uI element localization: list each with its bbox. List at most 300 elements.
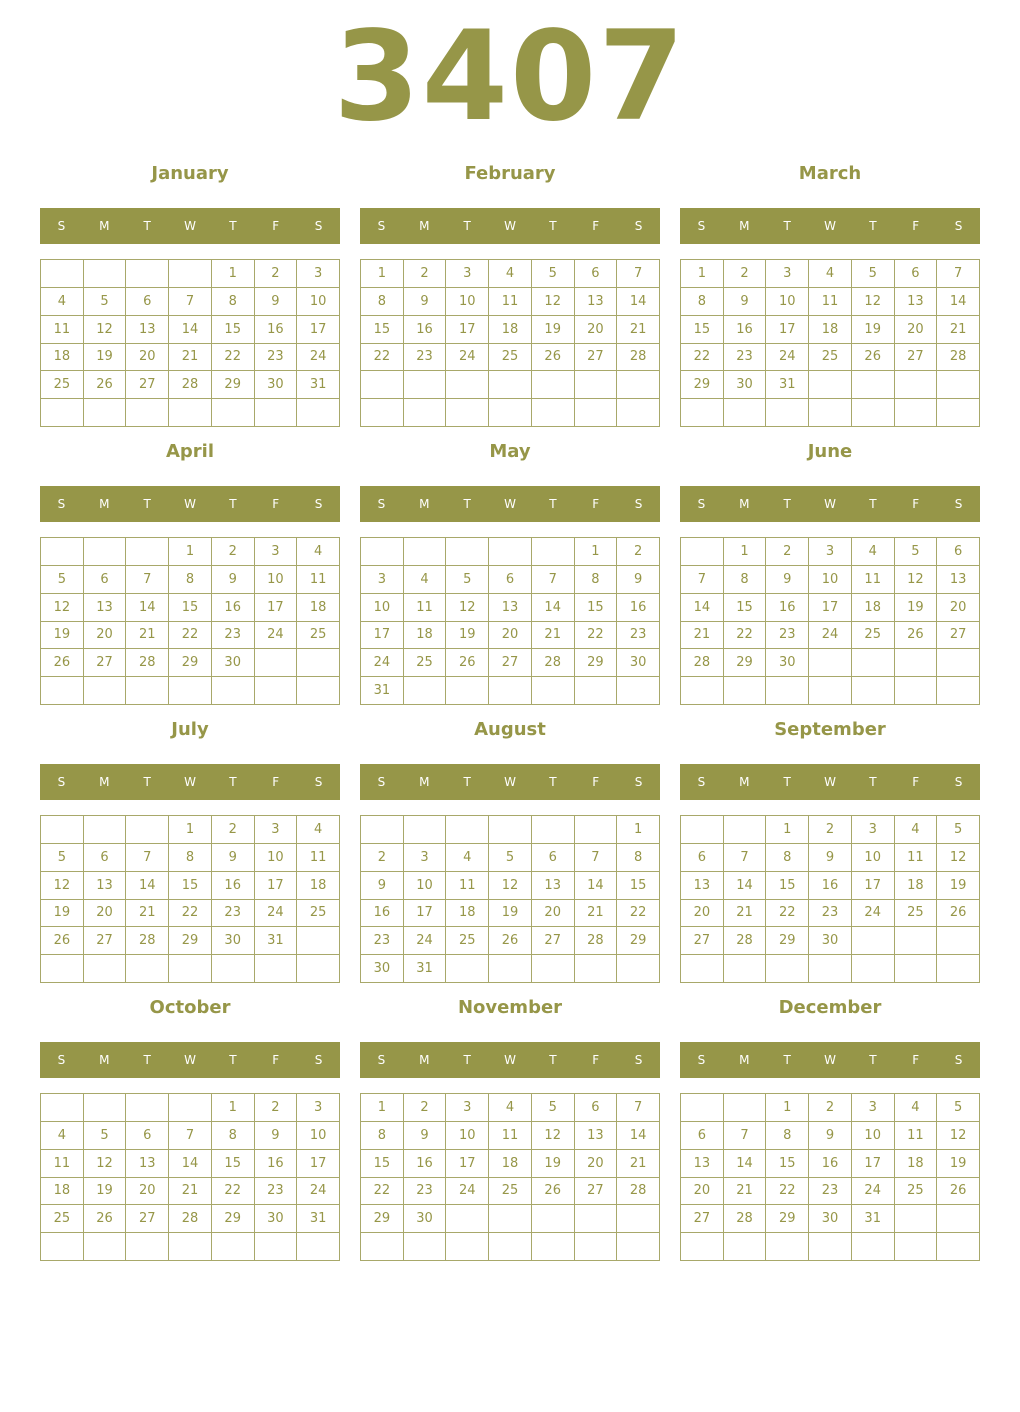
- day-cell: [169, 677, 212, 705]
- day-cell: [937, 1205, 980, 1233]
- day-cell: [169, 1233, 212, 1261]
- weekday-label: W: [504, 219, 516, 233]
- day-cell: 12: [489, 872, 532, 900]
- day-cell: [681, 538, 724, 566]
- day-cell: 27: [575, 1178, 618, 1206]
- day-cell: 17: [361, 622, 404, 650]
- day-cell: 24: [297, 1178, 340, 1206]
- day-cell: 8: [575, 566, 618, 594]
- day-cell: [681, 955, 724, 983]
- weekday-label: M: [419, 1053, 430, 1067]
- weekday-label: T: [143, 497, 151, 511]
- day-cell: 24: [255, 900, 298, 928]
- day-cell: [575, 677, 618, 705]
- day-cell: 11: [809, 288, 852, 316]
- day-cell: 13: [681, 1150, 724, 1178]
- day-cell: 14: [617, 288, 660, 316]
- weekday-label: S: [57, 1053, 66, 1067]
- day-cell: [255, 649, 298, 677]
- day-cell: [681, 1233, 724, 1261]
- day-cell: 23: [809, 1178, 852, 1206]
- day-cell: 12: [532, 288, 575, 316]
- day-cell: [404, 1233, 447, 1261]
- day-cell: [809, 677, 852, 705]
- day-grid: [680, 537, 980, 705]
- day-cell: 10: [404, 872, 447, 900]
- day-cell: 8: [361, 1122, 404, 1150]
- day-cell: 9: [255, 1122, 298, 1150]
- weekday-label: S: [377, 219, 386, 233]
- weekday-label: M: [419, 219, 430, 233]
- day-cell: 14: [532, 594, 575, 622]
- day-cell: 21: [126, 622, 169, 650]
- day-cell: [895, 927, 938, 955]
- day-cell: 23: [212, 622, 255, 650]
- day-cell: 25: [489, 1178, 532, 1206]
- weekday-label: T: [549, 219, 557, 233]
- day-cell: 28: [532, 649, 575, 677]
- day-cell: 7: [169, 288, 212, 316]
- day-cell: 7: [724, 1122, 767, 1150]
- day-cell: [532, 677, 575, 705]
- day-cell: 24: [852, 1178, 895, 1206]
- day-cell: 5: [852, 260, 895, 288]
- day-cell: 30: [212, 927, 255, 955]
- day-cell: 1: [766, 816, 809, 844]
- day-cell: 29: [212, 1205, 255, 1233]
- day-cell: 5: [41, 844, 84, 872]
- day-cell: 27: [532, 927, 575, 955]
- day-cell: 7: [724, 844, 767, 872]
- day-cell: 3: [404, 844, 447, 872]
- day-cell: [724, 816, 767, 844]
- day-cell: 8: [212, 1122, 255, 1150]
- day-cell: [852, 927, 895, 955]
- weekday-label: S: [697, 497, 706, 511]
- day-cell: 21: [169, 1178, 212, 1206]
- day-cell: [489, 955, 532, 983]
- day-cell: 19: [532, 316, 575, 344]
- day-cell: 6: [532, 844, 575, 872]
- day-cell: [937, 649, 980, 677]
- day-cell: [297, 955, 340, 983]
- day-cell: 20: [895, 316, 938, 344]
- weekday-label: M: [419, 497, 430, 511]
- weekday-label: F: [272, 219, 280, 233]
- day-cell: [446, 1205, 489, 1233]
- weekday-label: T: [229, 1053, 237, 1067]
- weekday-label: M: [739, 1053, 750, 1067]
- month-name: December: [778, 997, 882, 1018]
- weekday-label: W: [504, 497, 516, 511]
- day-cell: [126, 677, 169, 705]
- day-cell: [446, 955, 489, 983]
- day-cell: [532, 816, 575, 844]
- day-cell: [766, 399, 809, 427]
- day-grid: [40, 259, 340, 427]
- day-cell: 25: [895, 1178, 938, 1206]
- day-cell: 4: [852, 538, 895, 566]
- day-cell: 19: [532, 1150, 575, 1178]
- day-cell: [84, 538, 127, 566]
- day-cell: 4: [895, 816, 938, 844]
- day-cell: 26: [489, 927, 532, 955]
- day-cell: 24: [361, 649, 404, 677]
- day-cell: 20: [532, 900, 575, 928]
- day-cell: 30: [724, 371, 767, 399]
- day-cell: [404, 677, 447, 705]
- day-cell: [404, 399, 447, 427]
- day-cell: 20: [126, 1178, 169, 1206]
- day-cell: 27: [681, 1205, 724, 1233]
- weekday-label: T: [463, 497, 471, 511]
- day-cell: 15: [361, 316, 404, 344]
- day-cell: [575, 399, 618, 427]
- day-cell: [255, 399, 298, 427]
- day-cell: 23: [724, 344, 767, 372]
- day-cell: 28: [126, 649, 169, 677]
- day-cell: [532, 1233, 575, 1261]
- day-cell: 22: [361, 344, 404, 372]
- weekday-header: [40, 208, 340, 244]
- day-cell: 24: [446, 1178, 489, 1206]
- day-cell: 4: [297, 538, 340, 566]
- day-cell: 26: [895, 622, 938, 650]
- day-cell: [489, 816, 532, 844]
- day-cell: 5: [84, 288, 127, 316]
- weekday-label: T: [229, 219, 237, 233]
- day-cell: 5: [532, 260, 575, 288]
- day-cell: 1: [617, 816, 660, 844]
- day-cell: 12: [852, 288, 895, 316]
- day-cell: [297, 399, 340, 427]
- weekday-label: S: [57, 775, 66, 789]
- day-cell: 3: [297, 1094, 340, 1122]
- day-cell: 30: [212, 649, 255, 677]
- day-cell: 11: [489, 288, 532, 316]
- day-cell: [41, 1094, 84, 1122]
- day-cell: 18: [895, 872, 938, 900]
- weekday-label: M: [739, 219, 750, 233]
- weekday-label: F: [592, 1053, 600, 1067]
- weekday-label: S: [634, 219, 643, 233]
- day-cell: 22: [617, 900, 660, 928]
- day-cell: [809, 1233, 852, 1261]
- day-cell: [724, 1233, 767, 1261]
- day-cell: [937, 1233, 980, 1261]
- day-cell: 15: [575, 594, 618, 622]
- day-cell: 27: [575, 344, 618, 372]
- weekday-label: S: [954, 1053, 963, 1067]
- day-cell: [297, 649, 340, 677]
- day-cell: 21: [724, 900, 767, 928]
- day-cell: 3: [809, 538, 852, 566]
- day-cell: [937, 927, 980, 955]
- day-cell: 7: [126, 566, 169, 594]
- day-cell: 17: [446, 316, 489, 344]
- day-cell: 25: [489, 344, 532, 372]
- day-grid: [360, 537, 660, 705]
- day-cell: 29: [212, 371, 255, 399]
- weekday-label: F: [272, 1053, 280, 1067]
- day-cell: 19: [937, 872, 980, 900]
- day-cell: 6: [575, 260, 618, 288]
- weekday-label: T: [783, 497, 791, 511]
- weekday-label: S: [954, 219, 963, 233]
- day-cell: 6: [681, 844, 724, 872]
- weekday-label: F: [272, 497, 280, 511]
- day-cell: 9: [724, 288, 767, 316]
- day-cell: [809, 399, 852, 427]
- day-cell: 9: [212, 566, 255, 594]
- day-cell: 28: [169, 371, 212, 399]
- weekday-label: S: [314, 219, 323, 233]
- weekday-label: W: [824, 219, 836, 233]
- day-cell: [766, 677, 809, 705]
- day-cell: 13: [681, 872, 724, 900]
- day-cell: 27: [937, 622, 980, 650]
- day-cell: 17: [404, 900, 447, 928]
- day-cell: 29: [766, 927, 809, 955]
- weekday-label: S: [377, 1053, 386, 1067]
- day-cell: 16: [212, 594, 255, 622]
- day-cell: [532, 371, 575, 399]
- day-cell: 22: [724, 622, 767, 650]
- weekday-header: [680, 208, 980, 244]
- day-cell: [895, 1233, 938, 1261]
- day-cell: 12: [84, 316, 127, 344]
- day-cell: 20: [681, 900, 724, 928]
- day-cell: [84, 399, 127, 427]
- day-cell: 9: [809, 844, 852, 872]
- weekday-label: M: [739, 775, 750, 789]
- day-cell: 26: [852, 344, 895, 372]
- day-cell: 16: [212, 872, 255, 900]
- day-cell: 10: [297, 288, 340, 316]
- day-cell: 9: [404, 288, 447, 316]
- day-cell: 13: [126, 1150, 169, 1178]
- day-cell: 8: [361, 288, 404, 316]
- day-cell: [575, 371, 618, 399]
- day-cell: 26: [84, 371, 127, 399]
- day-cell: [575, 1205, 618, 1233]
- day-cell: 26: [532, 344, 575, 372]
- day-cell: 13: [575, 288, 618, 316]
- day-cell: 12: [41, 872, 84, 900]
- day-cell: 2: [724, 260, 767, 288]
- month-name: February: [464, 163, 556, 184]
- day-cell: 23: [766, 622, 809, 650]
- day-cell: [617, 399, 660, 427]
- day-cell: 15: [212, 1150, 255, 1178]
- day-cell: 23: [404, 344, 447, 372]
- weekday-header: [360, 764, 660, 800]
- day-cell: 17: [766, 316, 809, 344]
- day-cell: 2: [404, 1094, 447, 1122]
- day-cell: [681, 1094, 724, 1122]
- day-cell: [937, 955, 980, 983]
- day-cell: 24: [446, 344, 489, 372]
- day-cell: [255, 1233, 298, 1261]
- day-cell: 22: [766, 1178, 809, 1206]
- day-cell: 10: [255, 566, 298, 594]
- day-cell: 5: [41, 566, 84, 594]
- day-grid: [40, 1093, 340, 1261]
- day-cell: [681, 816, 724, 844]
- day-cell: 18: [297, 594, 340, 622]
- day-cell: 13: [84, 594, 127, 622]
- day-cell: 10: [255, 844, 298, 872]
- day-cell: 29: [575, 649, 618, 677]
- day-grid: [40, 815, 340, 983]
- day-cell: 26: [41, 649, 84, 677]
- day-cell: 20: [489, 622, 532, 650]
- weekday-label: W: [184, 219, 196, 233]
- weekday-label: M: [99, 219, 110, 233]
- day-cell: 23: [361, 927, 404, 955]
- day-cell: 18: [809, 316, 852, 344]
- day-cell: 25: [41, 371, 84, 399]
- day-cell: 11: [895, 1122, 938, 1150]
- weekday-label: S: [634, 1053, 643, 1067]
- weekday-label: M: [99, 775, 110, 789]
- day-cell: 3: [361, 566, 404, 594]
- day-cell: 20: [681, 1178, 724, 1206]
- day-cell: 11: [297, 844, 340, 872]
- weekday-header: [680, 486, 980, 522]
- day-cell: 31: [852, 1205, 895, 1233]
- day-cell: 16: [255, 316, 298, 344]
- day-cell: 17: [297, 316, 340, 344]
- day-cell: 2: [404, 260, 447, 288]
- weekday-header: [360, 208, 660, 244]
- day-cell: 7: [617, 1094, 660, 1122]
- day-cell: 25: [895, 900, 938, 928]
- day-cell: 19: [895, 594, 938, 622]
- weekday-label: F: [912, 1053, 920, 1067]
- day-cell: [766, 1233, 809, 1261]
- day-cell: 29: [169, 649, 212, 677]
- day-cell: [852, 399, 895, 427]
- day-cell: [895, 371, 938, 399]
- day-cell: 13: [532, 872, 575, 900]
- day-cell: 28: [681, 649, 724, 677]
- day-cell: 16: [404, 1150, 447, 1178]
- day-cell: 26: [532, 1178, 575, 1206]
- day-cell: [41, 955, 84, 983]
- day-cell: 14: [169, 316, 212, 344]
- weekday-label: T: [869, 497, 877, 511]
- day-cell: 14: [126, 594, 169, 622]
- day-cell: 19: [852, 316, 895, 344]
- day-cell: 1: [212, 1094, 255, 1122]
- day-cell: 26: [937, 900, 980, 928]
- weekday-label: T: [869, 219, 877, 233]
- day-cell: 29: [681, 371, 724, 399]
- day-cell: [126, 955, 169, 983]
- day-cell: 15: [766, 872, 809, 900]
- day-cell: 19: [84, 1178, 127, 1206]
- day-cell: 27: [84, 927, 127, 955]
- day-cell: 7: [937, 260, 980, 288]
- day-cell: 11: [895, 844, 938, 872]
- day-cell: 16: [361, 900, 404, 928]
- weekday-label: M: [99, 1053, 110, 1067]
- day-cell: [532, 538, 575, 566]
- day-cell: [297, 1233, 340, 1261]
- day-cell: [41, 399, 84, 427]
- weekday-label: W: [824, 775, 836, 789]
- weekday-label: S: [697, 1053, 706, 1067]
- day-cell: [126, 1233, 169, 1261]
- day-cell: 18: [41, 1178, 84, 1206]
- day-cell: 20: [575, 1150, 618, 1178]
- day-cell: 31: [766, 371, 809, 399]
- day-cell: 13: [84, 872, 127, 900]
- day-cell: 13: [895, 288, 938, 316]
- day-cell: 23: [404, 1178, 447, 1206]
- day-cell: [937, 399, 980, 427]
- day-cell: 2: [809, 1094, 852, 1122]
- day-cell: [489, 1205, 532, 1233]
- weekday-label: T: [143, 775, 151, 789]
- day-cell: 19: [937, 1150, 980, 1178]
- day-cell: 10: [446, 288, 489, 316]
- day-cell: [895, 649, 938, 677]
- day-cell: 3: [766, 260, 809, 288]
- day-cell: 4: [895, 1094, 938, 1122]
- day-cell: 6: [937, 538, 980, 566]
- day-cell: 17: [255, 594, 298, 622]
- day-cell: 28: [937, 344, 980, 372]
- day-cell: 29: [169, 927, 212, 955]
- day-cell: 15: [617, 872, 660, 900]
- day-cell: 28: [617, 344, 660, 372]
- day-cell: 28: [724, 927, 767, 955]
- weekday-label: F: [912, 775, 920, 789]
- weekday-header: [360, 486, 660, 522]
- day-cell: 7: [681, 566, 724, 594]
- day-cell: 12: [895, 566, 938, 594]
- day-cell: 16: [809, 1150, 852, 1178]
- day-cell: 7: [169, 1122, 212, 1150]
- day-cell: 11: [41, 1150, 84, 1178]
- day-cell: 28: [617, 1178, 660, 1206]
- day-cell: 25: [297, 622, 340, 650]
- day-cell: 9: [404, 1122, 447, 1150]
- day-cell: [446, 677, 489, 705]
- day-cell: 3: [255, 816, 298, 844]
- day-cell: 18: [489, 316, 532, 344]
- weekday-label: F: [912, 497, 920, 511]
- weekday-header: [680, 1042, 980, 1078]
- day-cell: 18: [446, 900, 489, 928]
- day-cell: [212, 677, 255, 705]
- day-cell: 10: [766, 288, 809, 316]
- day-cell: [404, 816, 447, 844]
- day-cell: 3: [255, 538, 298, 566]
- day-cell: 27: [126, 371, 169, 399]
- day-cell: 23: [212, 900, 255, 928]
- day-cell: 6: [84, 844, 127, 872]
- weekday-label: S: [57, 219, 66, 233]
- day-cell: [489, 1233, 532, 1261]
- day-cell: [41, 677, 84, 705]
- day-cell: 19: [41, 900, 84, 928]
- day-cell: 27: [489, 649, 532, 677]
- day-cell: 18: [297, 872, 340, 900]
- day-cell: [255, 955, 298, 983]
